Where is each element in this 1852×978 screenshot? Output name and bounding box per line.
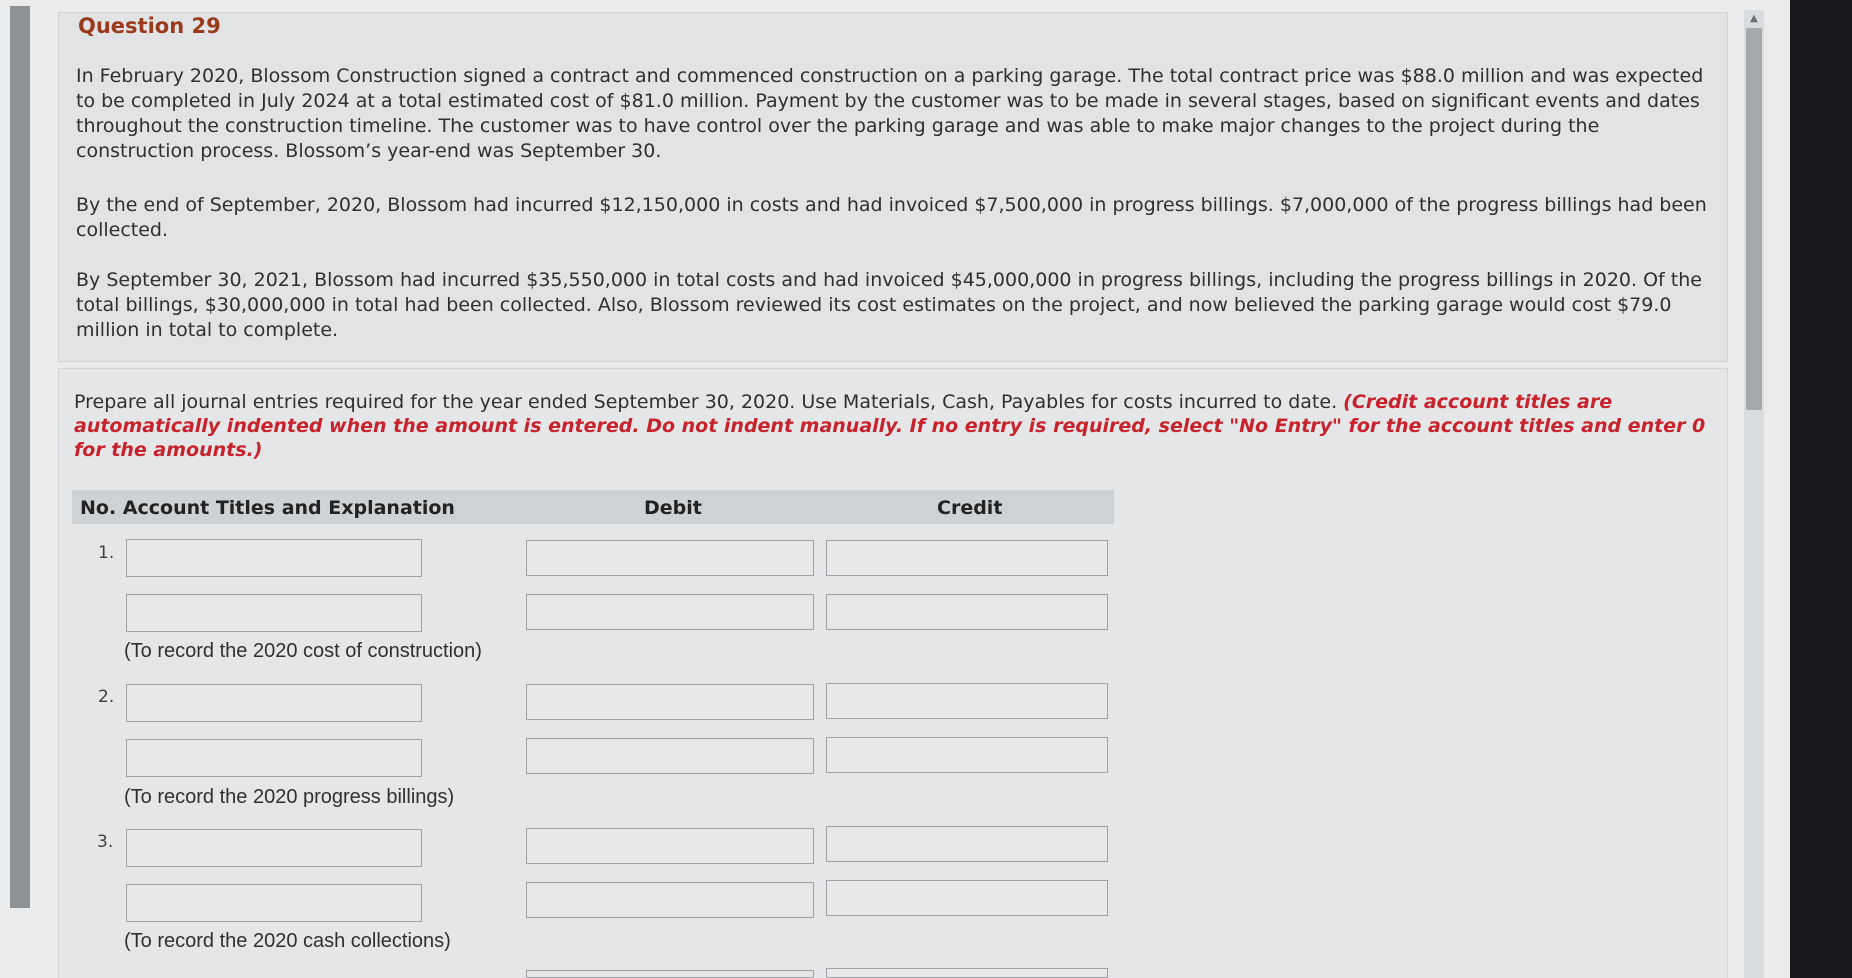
entry-2-credit-field-2[interactable]	[826, 737, 1108, 773]
question-paragraph-2: By the end of September, 2020, Blossom had incurred $12,150,000 in costs and had invoiced $7,500,000 in progress billings. $7,000,000 of the progress billings had been collected.	[76, 194, 1707, 241]
entry-2-credit-field-1[interactable]	[826, 683, 1108, 719]
entry-2-account-field-2[interactable]	[126, 739, 422, 777]
instruction-text	[74, 390, 1714, 462]
chevron-up-icon[interactable]: ▲	[1750, 13, 1758, 24]
entry-2-account-field-1[interactable]	[126, 684, 422, 722]
entry-1-credit-field-2[interactable]	[826, 594, 1108, 630]
entry-3-credit-field-1[interactable]	[826, 826, 1108, 862]
next-credit-field[interactable]	[826, 968, 1108, 978]
entry-1-account-field-1[interactable]	[126, 539, 422, 577]
header-account-titles: No. Account Titles and Explanation	[80, 497, 455, 519]
scrollbar-thumb[interactable]	[1746, 28, 1762, 410]
entry-3-account-field-1[interactable]	[126, 829, 422, 867]
entry-number: 3.	[97, 832, 114, 852]
entry-1-debit-field-2[interactable]	[526, 594, 814, 630]
left-sidebar-strip	[10, 6, 30, 908]
question-paragraph-3: By September 30, 2021, Blossom had incurred $35,550,000 in total costs and had invoiced $45,000,000 in progress billings, including the progress billings in 2020. Of the total billings, $30,000,000 in total had been collected. Also, Blossom reviewed its cost estimates on the project, and now believed the parking garage would cost $79.0 million in total to complete.	[76, 269, 1702, 341]
entry-2-debit-field-2[interactable]	[526, 738, 814, 774]
entry-1-debit-field-1[interactable]	[526, 540, 814, 576]
entry-number: 2.	[98, 687, 115, 707]
entry-1-explanation: (To record the 2020 cost of construction)	[124, 640, 482, 662]
entry-1-credit-field-1[interactable]	[826, 540, 1108, 576]
header-credit: Credit	[937, 497, 1003, 519]
entry-3-debit-field-1[interactable]	[526, 828, 814, 864]
instruction-main: Prepare all journal entries required for the year ended September 30, 2020. Use Materials, Cash, Payables for costs incurred to date.	[74, 391, 1344, 413]
entry-2-explanation: (To record the 2020 progress billings)	[124, 786, 455, 808]
question-title: Question 29	[78, 14, 221, 38]
entry-2-debit-field-1[interactable]	[526, 684, 814, 720]
entry-3-account-field-2[interactable]	[126, 884, 422, 922]
instruction-emphasis: (Credit account titles are automatically indented when the amount is entered. Do not indent manually. If no entry is required, select "No Entry" for the account titles and enter 0 for the amounts.)	[74, 391, 1706, 461]
entry-3-credit-field-2[interactable]	[826, 880, 1108, 916]
entry-3-explanation: (To record the 2020 cash collections)	[124, 930, 451, 952]
entry-number: 1.	[98, 543, 115, 563]
next-debit-field[interactable]	[526, 970, 814, 978]
entry-1-account-field-2[interactable]	[126, 594, 422, 632]
header-debit: Debit	[644, 497, 702, 519]
question-paragraph-1: In February 2020, Blossom Construction signed a contract and commenced construction on a parking garage. The total contract price was $88.0 million and was expected to be completed in July 2024 at a total estimated cost of $81.0 million. Payment by the customer was to be made in several stages, based on significant events and dates throughout the construction timeline. The customer was to have control over the parking garage and was able to make major changes to the project during the construction process. Blossom’s year-end was September 30.	[76, 65, 1704, 162]
entry-3-debit-field-2[interactable]	[526, 882, 814, 918]
